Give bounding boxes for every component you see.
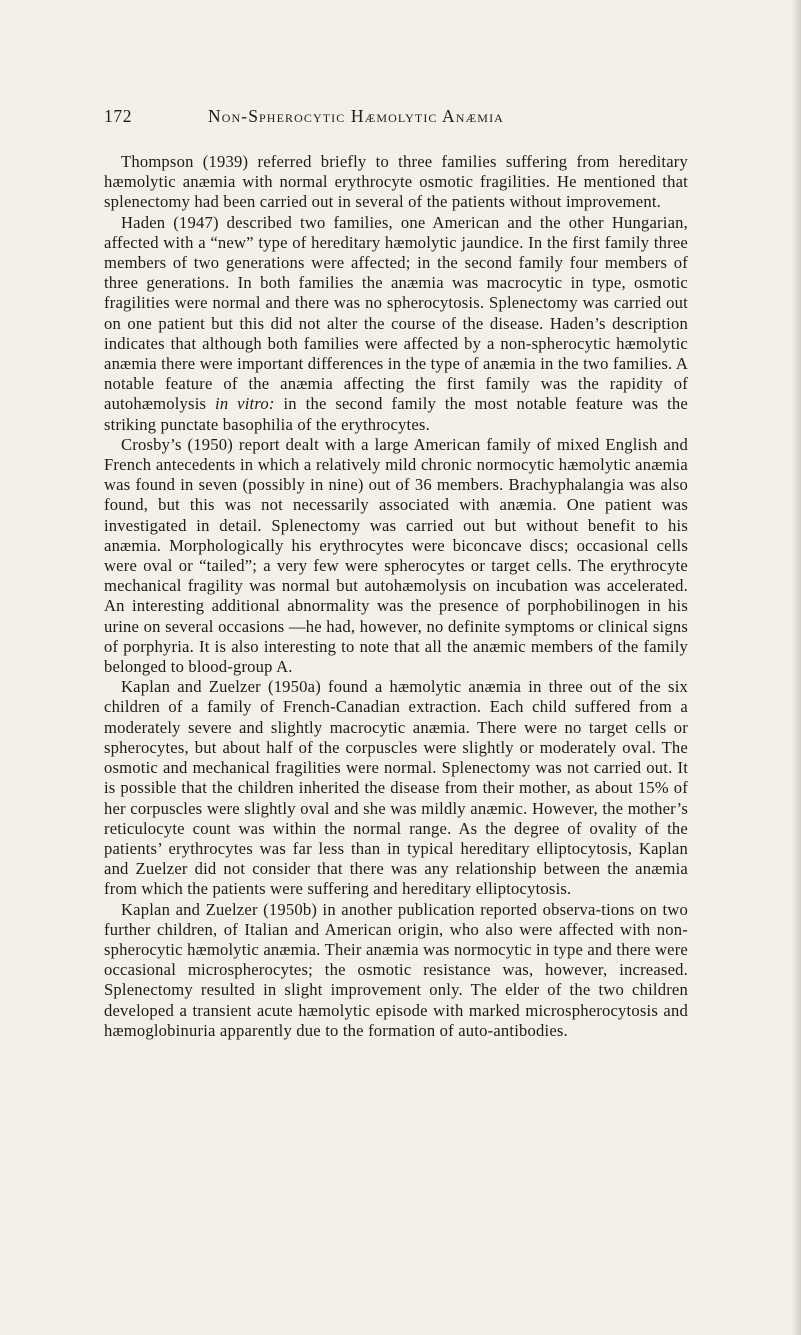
paragraph-kaplan-zuelzer-1950a [104,677,688,899]
page-edge-shadow [792,0,801,1335]
paragraph-text: Crosby’s (1950) report dealt with a large American family of mixed English and French antecedents in which a relatively mild chronic normocytic hæmolytic anæmia was found in seven (possibly in nine) out of 36 members. Brachyphalangia was also found, but this was not necessarily associated with anæmia. One patient was investigated in detail. Splenectomy was carried out but without benefit to his anæmia. Morphologically his erythrocytes were biconcave discs; occasional cells were oval or “tailed”; a very few were spherocytes or target cells. The erythrocyte mechanical fragility was normal but autohæmolysis on incubation was accelerated. An interesting additional abnormality was the presence of porphobilinogen in his urine on several occasions —he had, however, no definite symptoms or clinical signs of porphyria. It is also interesting to note that all the anæmic members of the family belonged to blood-group A. [104,434,688,677]
paragraph-crosby [104,435,688,677]
paragraph-thompson [104,152,688,213]
paragraph-text-start: Haden (1947) described two families, one American and the other Hungarian, affected with a “new” type of hereditary hæmolytic jaundice. In the first family three members of two generations were affected; in the second family four members of three generations. In both families the anæmia was macrocytic in type, osmotic fragilities were normal and there was no spherocytosis. Splenectomy was carried out on one patient but this did not alter the course of the disease. Haden’s description indicates that although both families were affected by a non-spherocytic hæmolytic anæmia there were important differences in the type of anæmia in the two families. A notable feature of the anæmia affecting the first family was the rapidity of autohæmolysis [104,212,688,414]
paragraph-text-end: in the second family the most notable feature was the striking punctate basophilia of the erythrocytes. [104,394,688,434]
body-text [104,152,688,1041]
page-number: 172 [104,106,133,126]
paragraph-text: Kaplan and Zuelzer (1950a) found a hæmolytic anæmia in three out of the six children of a family of French-Canadian extraction. Each child suffered from a moderately severe and slightly macrocytic anæmia. There were no target cells or spherocytes, but about half of the corpuscles were slightly or moderately oval. The osmotic and mechanical fragilities were normal. Splenectomy was not carried out. It is possible that the children inherited the disease from their mother, as about 15% of her corpuscles were slightly oval and she was mildly anæmic. However, the mother’s reticulocyte count was within the normal range. As the degree of ovality of the patients’ erythrocytes was far less than in typical hereditary elliptocytosis, Kaplan and Zuelzer did not consider that there was any relationship between the anæmia from which the patients were suffering and hereditary elliptocytosis. [104,677,688,899]
paragraph-kaplan-zuelzer-1950b [104,900,688,1041]
paragraph-text: Thompson (1939) referred briefly to three families suffering from hereditary hæmolytic anæmia with normal erythrocyte osmotic fragilities. He mentioned that splenectomy had been carried out in several of the patients without improvement. [104,152,688,212]
running-head [104,106,688,134]
italic-phrase: in vitro: [215,394,275,414]
book-page [104,106,688,1041]
paragraph-haden [104,213,688,435]
paragraph-text: Kaplan and Zuelzer (1950b) in another publication reported observa-tions on two further children, of Italian and American origin, who also were affected with non-spherocytic hæmolytic anæmia. Their anæmia was normocytic in type and there were occasional microspherocytes; the osmotic resistance was, however, increased. Splenectomy resulted in slight improvement only. The elder of the two children developed a transient acute hæmolytic episode with marked microspherocytosis and hæmoglobinuria apparently due to the formation of auto-antibodies. [104,899,688,1040]
running-title: Non-Spherocytic Hæmolytic Anæmia [208,106,504,126]
